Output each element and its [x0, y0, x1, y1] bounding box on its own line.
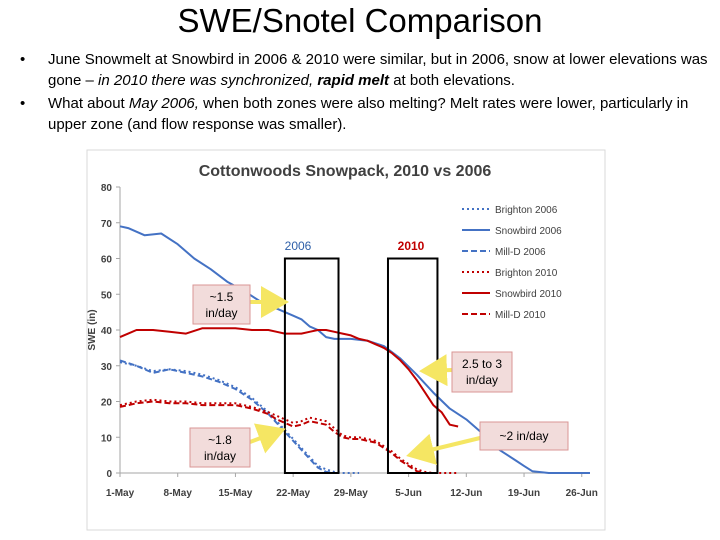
y-tick-label: 20: [100, 397, 112, 409]
y-tick-label: 40: [100, 326, 112, 337]
callout-text-rate-lower-2006: ~1.8 in/day: [203, 433, 237, 463]
callout-text-rate-upper-2010: 2.5 to 3 in/day: [461, 357, 503, 387]
x-tick-label: 19-Jun: [507, 488, 541, 499]
slide-title: SWE/Snotel Comparison: [177, 2, 543, 39]
x-tick-label: 8-May: [163, 488, 192, 499]
x-tick-label: 29-May: [333, 488, 368, 499]
y-tick-label: 60: [100, 254, 112, 266]
legend-label: Brighton 2010: [495, 268, 558, 279]
legend-label: Snowbird 2006: [495, 226, 562, 237]
y-tick-label: 0: [106, 469, 112, 480]
callout-arrow: [423, 370, 452, 371]
bullet-text-2a: What about: [48, 95, 129, 112]
bullet-glyph: •: [20, 51, 26, 68]
x-tick-label: 22-May: [276, 488, 311, 499]
bullet-text-2c: when both zones were also melting? Melt rates were lower, particularly in upper zone (and flow response was smaller).: [48, 95, 689, 133]
y-tick-label: 50: [100, 290, 112, 302]
y-tick-label: 80: [100, 183, 112, 194]
legend-label: Brighton 2006: [495, 205, 558, 216]
y-axis-label: SWE (in): [87, 309, 98, 351]
year-2006-label: 2006: [284, 239, 312, 253]
bullet-glyph: •: [20, 95, 26, 112]
x-tick-label: 26-Jun: [565, 488, 598, 499]
bullet-text-1d: at both elevations.: [389, 72, 515, 89]
callout-text-rate-upper-2006: ~1.5 in/day: [205, 290, 238, 320]
legend-label: Mill-D 2010: [495, 310, 546, 321]
legend-label: Snowbird 2010: [495, 289, 562, 300]
x-tick-label: 15-May: [218, 488, 253, 499]
x-tick-label: 1-May: [105, 488, 135, 499]
bullet-text-1c: rapid melt: [317, 72, 390, 89]
y-tick-label: 30: [100, 361, 112, 373]
bullet-text-1a: June Snowmelt at Snowbird in 2006 & 2010 were similar, but in 2006, snow at lower elevations was gone –: [48, 51, 708, 89]
bullet-text-1b: in 2010 there was synchronized,: [98, 72, 318, 89]
year-2010-label: 2010: [397, 239, 425, 253]
x-tick-label: 5-Jun: [395, 488, 422, 499]
x-tick-label: 12-Jun: [450, 488, 483, 499]
y-tick-label: 10: [100, 433, 112, 445]
bullet-text-2b: May 2006,: [128, 95, 199, 112]
callout-text-rate-lower-2010: ~2 in/day: [499, 429, 549, 443]
y-tick-label: 70: [100, 218, 112, 230]
chart-title: Cottonwoods Snowpack, 2010 vs 2006: [198, 163, 492, 180]
legend-label: Mill-D 2006: [495, 247, 546, 258]
